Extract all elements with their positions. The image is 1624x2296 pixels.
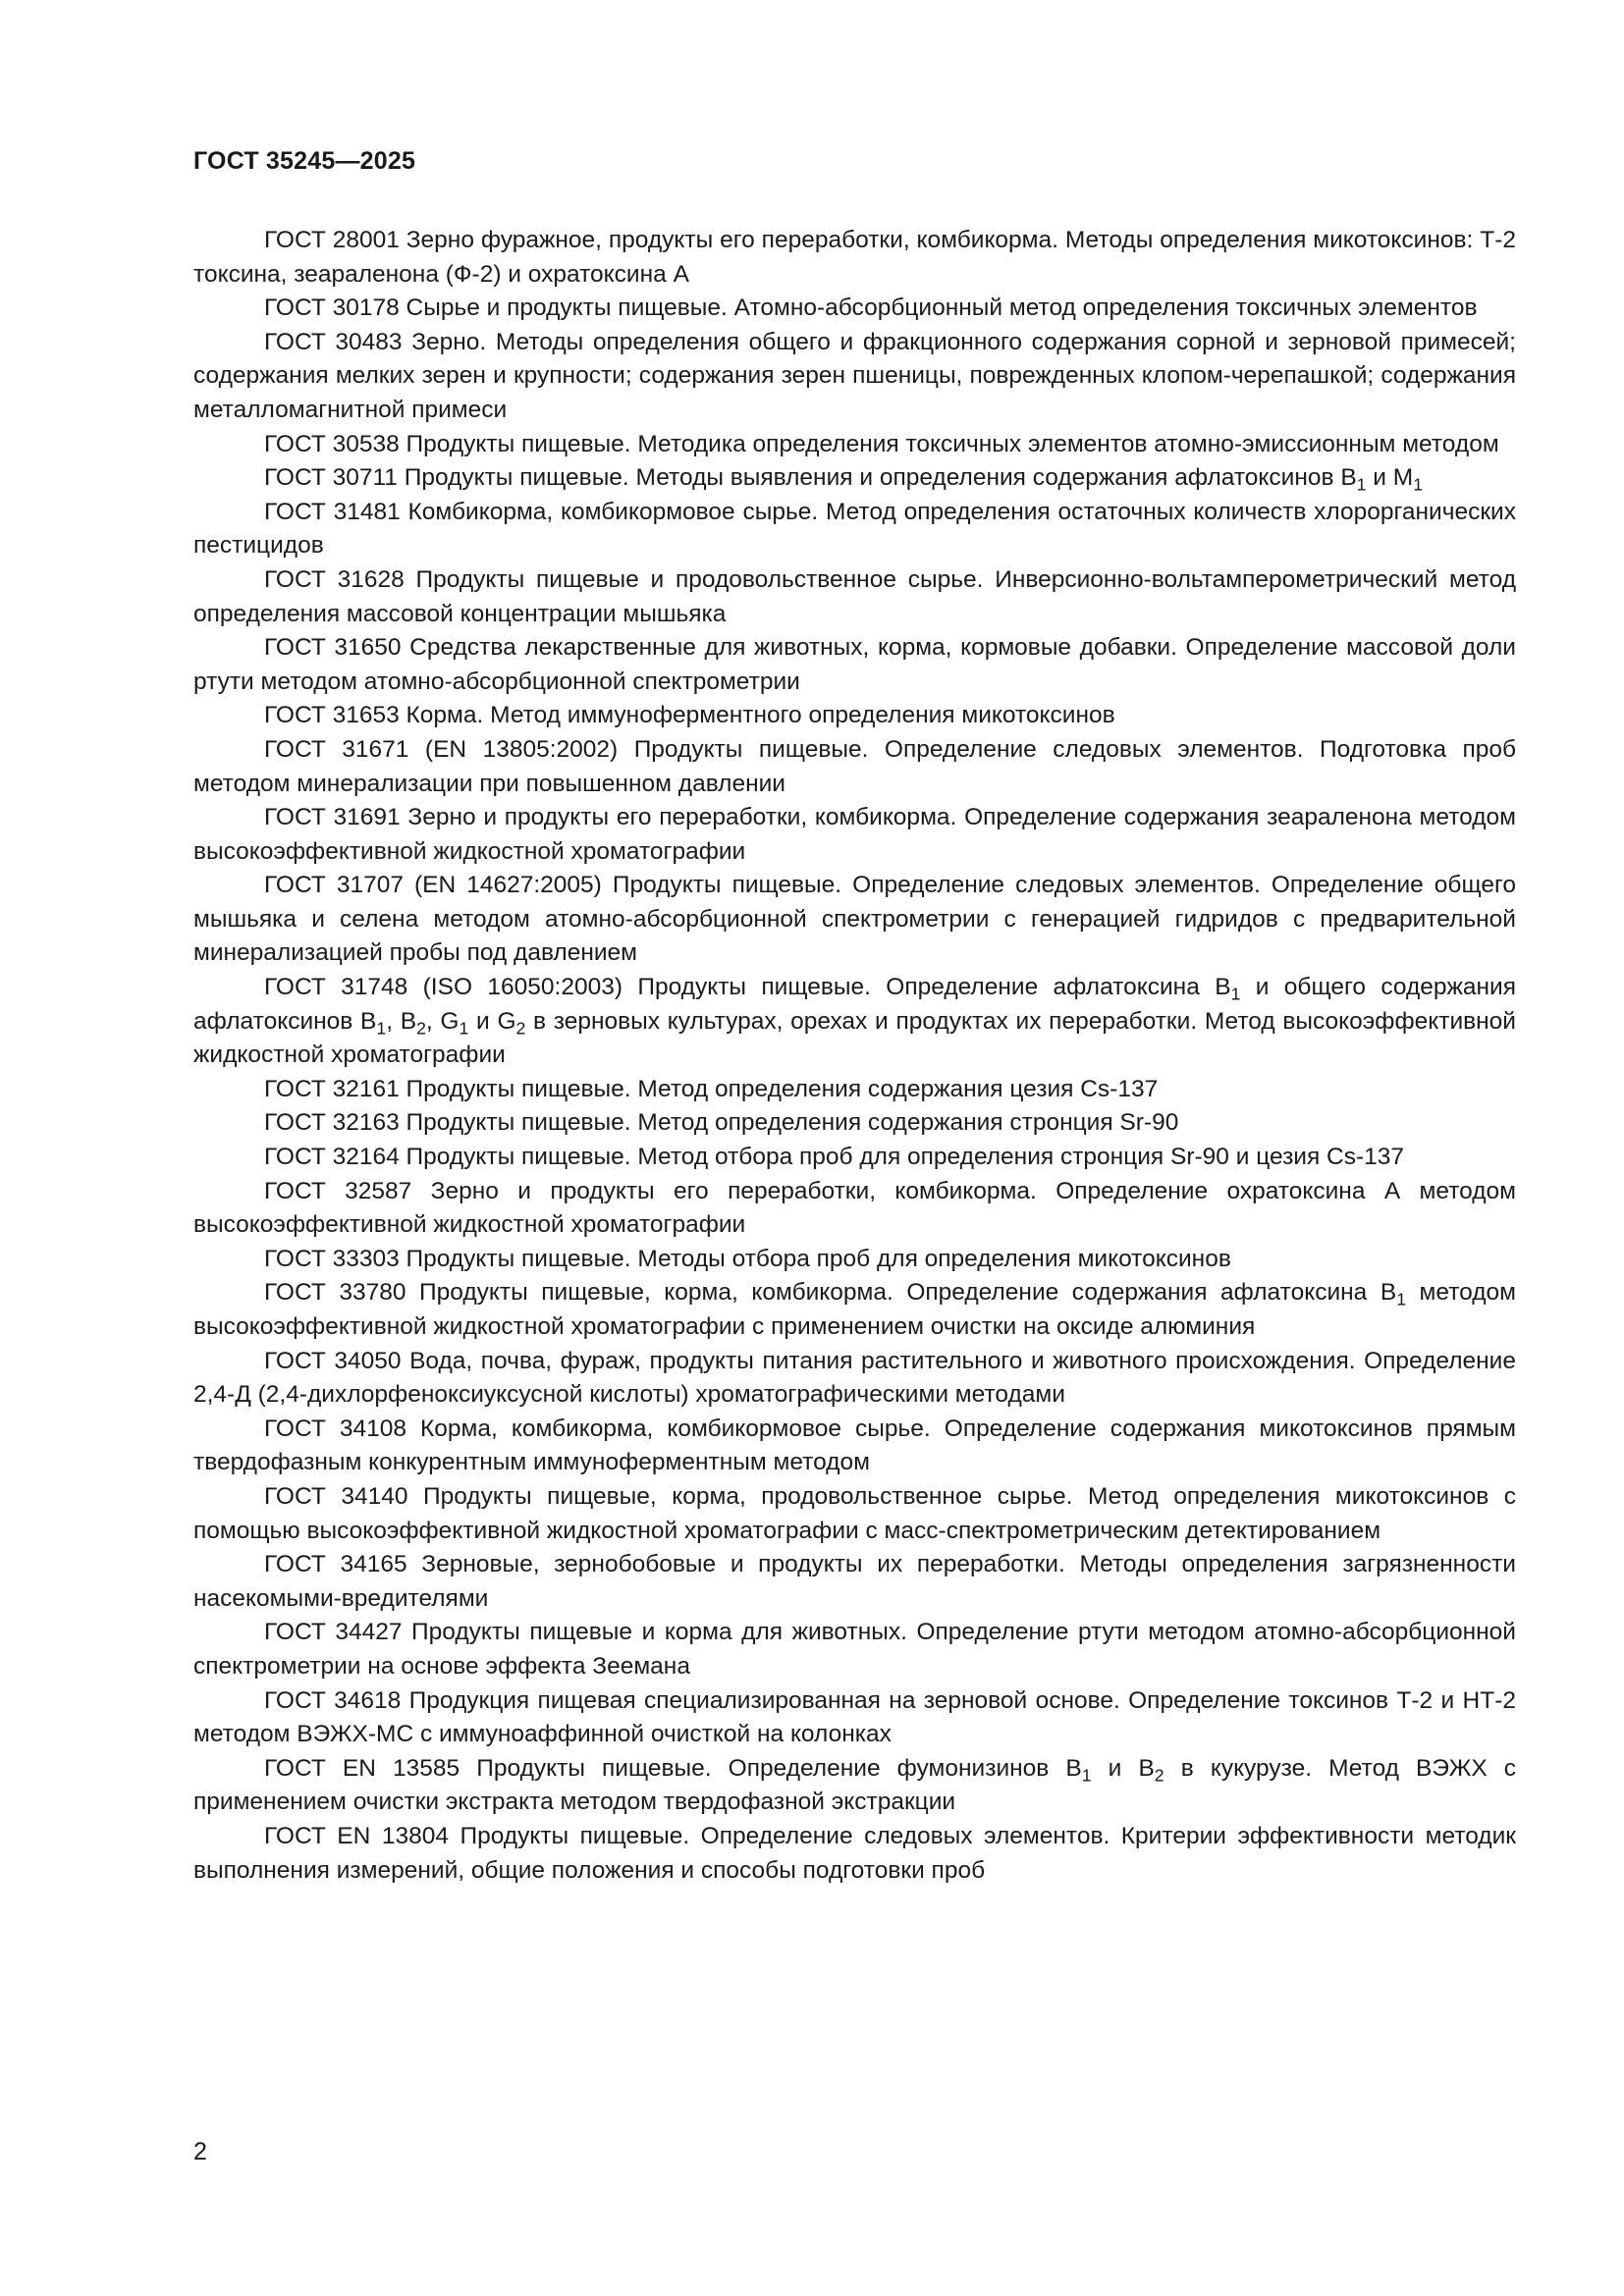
normative-references-list <box>193 224 1516 1888</box>
reference-entry <box>193 1820 1516 1888</box>
reference-entry <box>193 631 1516 699</box>
reference-text: ГОСТ 30538 Продукты пищевые. Методика определения токсичных элементов атомно-эмиссионным методом <box>264 430 1499 457</box>
subscript: 1 <box>1230 984 1241 1004</box>
reference-entry <box>193 1684 1516 1752</box>
subscript: 1 <box>1413 474 1424 495</box>
reference-text: ГОСТ 34165 Зерновые, зернобобовые и продукты их переработки. Методы определения загрязненности насекомыми-вредителями <box>193 1551 1516 1612</box>
reference-text: ГОСТ 34108 Корма, комбикорма, комбикормовое сырье. Определение содержания микотоксинов прямым твердофазным конкурентным иммуноферментным методом <box>193 1415 1516 1476</box>
reference-entry <box>193 1480 1516 1548</box>
reference-text: ГОСТ 31671 (EN 13805:2002) Продукты пищевые. Определение следовых элементов. Подготовка проб методом минерализации при повышенном давлении <box>193 735 1516 797</box>
reference-text: ГОСТ 32161 Продукты пищевые. Метод определения содержания цезия Cs-137 <box>264 1075 1159 1102</box>
reference-text: ГОСТ 31653 Корма. Метод иммуноферментного определения микотоксинов <box>264 702 1115 729</box>
reference-entry <box>193 1175 1516 1243</box>
subscript: 2 <box>1154 1765 1164 1786</box>
reference-text: ГОСТ 34427 Продукты пищевые и корма для животных. Определение ртути методом атомно-абсорбционной спектрометрии на основе эффекта Зеемана <box>193 1619 1516 1680</box>
subscript: 1 <box>1356 474 1367 495</box>
reference-text: , G <box>425 1007 460 1035</box>
reference-entry <box>193 428 1516 462</box>
reference-text: ГОСТ 34618 Продукция пищевая специализированная на зерновой основе. Определение токсинов Т-2 и НТ-2 методом ВЭЖХ-МС с иммуноаффинной очисткой на колонках <box>193 1686 1516 1748</box>
reference-text: и В <box>1091 1754 1155 1782</box>
reference-entry <box>193 1276 1516 1344</box>
reference-entry <box>193 1106 1516 1141</box>
reference-text: ГОСТ 28001 Зерно фуражное, продукты его переработки, комбикорма. Методы определения микотоксинов: Т-2 токсина, зеараленона (Ф-2) и охратоксина А <box>193 227 1516 288</box>
page-number: 2 <box>193 2138 207 2165</box>
reference-text: и G <box>468 1007 516 1035</box>
reference-text: ГОСТ 31650 Средства лекарственные для животных, корма, кормовые добавки. Определение массовой доли ртути методом атомно-абсорбционной спектрометрии <box>193 634 1516 695</box>
reference-text: ГОСТ EN 13804 Продукты пищевые. Определение следовых элементов. Критерии эффективности методик выполнения измерений, общие положения и способы подготовки проб <box>193 1822 1516 1884</box>
reference-text: ГОСТ 31707 (EN 14627:2005) Продукты пищевые. Определение следовых элементов. Определение общего мышьяка и селена методом атомно-абсорбционной спектрометрии с генерацией гидридов с предварительной минерализацией пробы под давлением <box>193 872 1516 967</box>
reference-text: ГОСТ 31481 Комбикорма, комбикормовое сырье. Метод определения остаточных количеств хлорорганических пестицидов <box>193 498 1516 560</box>
reference-text: и общего содержания афлатоксинов В <box>193 974 1517 1035</box>
reference-entry <box>193 869 1516 971</box>
reference-text: в кукурузе. Метод ВЭЖХ с применением очистки экстракта методом твердофазной экстракции <box>193 1754 1517 1816</box>
reference-entry <box>193 699 1516 733</box>
reference-entry <box>193 1073 1516 1107</box>
subscript: 1 <box>376 1018 387 1039</box>
reference-entry <box>193 1413 1516 1480</box>
reference-text: методом высокоэффективной жидкостной хроматографии с применением очистки на оксиде алюминия <box>193 1279 1516 1340</box>
subscript: 2 <box>515 1018 526 1039</box>
reference-text: ГОСТ 30483 Зерно. Методы определения общего и фракционного содержания сорной и зерновой примесей; содержания мелких зерен и крупности; содержания зерен пшеницы, поврежденных клопом-черепашкой; содержания металломагнитной примеси <box>193 328 1516 423</box>
reference-entry <box>193 1548 1516 1616</box>
standard-designation-header: ГОСТ 35245—2025 <box>193 147 416 175</box>
reference-entry <box>193 326 1516 428</box>
reference-text: ГОСТ 32163 Продукты пищевые. Метод определения содержания стронция Sr-90 <box>264 1109 1179 1137</box>
subscript: 1 <box>1396 1290 1406 1310</box>
reference-entry <box>193 971 1516 1073</box>
reference-text: ГОСТ 32587 Зерно и продукты его переработки, комбикорма. Определение охратоксина А методом высокоэффективной жидкостной хроматографии <box>193 1177 1516 1239</box>
reference-text: ГОСТ EN 13585 Продукты пищевые. Определение фумонизинов В <box>264 1754 1082 1782</box>
reference-text: и М <box>1366 464 1414 492</box>
reference-text: ГОСТ 31628 Продукты пищевые и продовольственное сырье. Инверсионно-вольтамперометрический метод определения массовой концентрации мышьяка <box>193 565 1516 627</box>
reference-entry <box>193 1345 1516 1413</box>
reference-entry <box>193 1243 1516 1277</box>
reference-text: ГОСТ 30711 Продукты пищевые. Методы выявления и определения содержания афлатоксинов В <box>264 464 1357 492</box>
reference-text: ГОСТ 30178 Сырье и продукты пищевые. Атомно-абсорбционный метод определения токсичных элементов <box>264 294 1478 322</box>
reference-text: ГОСТ 33780 Продукты пищевые, корма, комбикорма. Определение содержания афлатоксина В <box>264 1279 1397 1307</box>
reference-text: ГОСТ 34140 Продукты пищевые, корма, продовольственное сырье. Метод определения микотоксинов с помощью высокоэффективной жидкостной хроматографии с масс-спектрометрическим детектированием <box>193 1482 1516 1544</box>
reference-entry <box>193 1141 1516 1175</box>
reference-entry <box>193 292 1516 326</box>
reference-text: ГОСТ 31691 Зерно и продукты его переработки, комбикорма. Определение содержания зеараленона методом высокоэффективной жидкостной хроматографии <box>193 804 1516 865</box>
reference-entry <box>193 224 1516 292</box>
reference-entry <box>193 801 1516 869</box>
reference-text: ГОСТ 32164 Продукты пищевые. Метод отбора проб для определения стронция Sr-90 и цезия Cs-137 <box>264 1144 1405 1171</box>
reference-entry <box>193 733 1516 801</box>
subscript: 2 <box>416 1018 426 1039</box>
reference-entry <box>193 1752 1516 1820</box>
reference-entry <box>193 563 1516 631</box>
reference-text: ГОСТ 31748 (ISO 16050:2003) Продукты пищевые. Определение афлатоксина В <box>264 974 1231 1001</box>
subscript: 1 <box>459 1018 469 1039</box>
reference-text: ГОСТ 34050 Вода, почва, фураж, продукты питания растительного и животного происхождения. Определение 2,4-Д (2,4-дихлорфеноксиуксусной кислоты) хроматографическими методами <box>193 1347 1516 1409</box>
reference-entry <box>193 1616 1516 1683</box>
reference-text: , В <box>386 1007 417 1035</box>
reference-entry <box>193 461 1516 496</box>
reference-text: в зерновых культурах, орехах и продуктах их переработки. Метод высокоэффективной жидкостной хроматографии <box>193 1007 1516 1069</box>
reference-entry <box>193 496 1516 563</box>
subscript: 1 <box>1081 1765 1092 1786</box>
reference-text: ГОСТ 33303 Продукты пищевые. Методы отбора проб для определения микотоксинов <box>264 1245 1231 1272</box>
